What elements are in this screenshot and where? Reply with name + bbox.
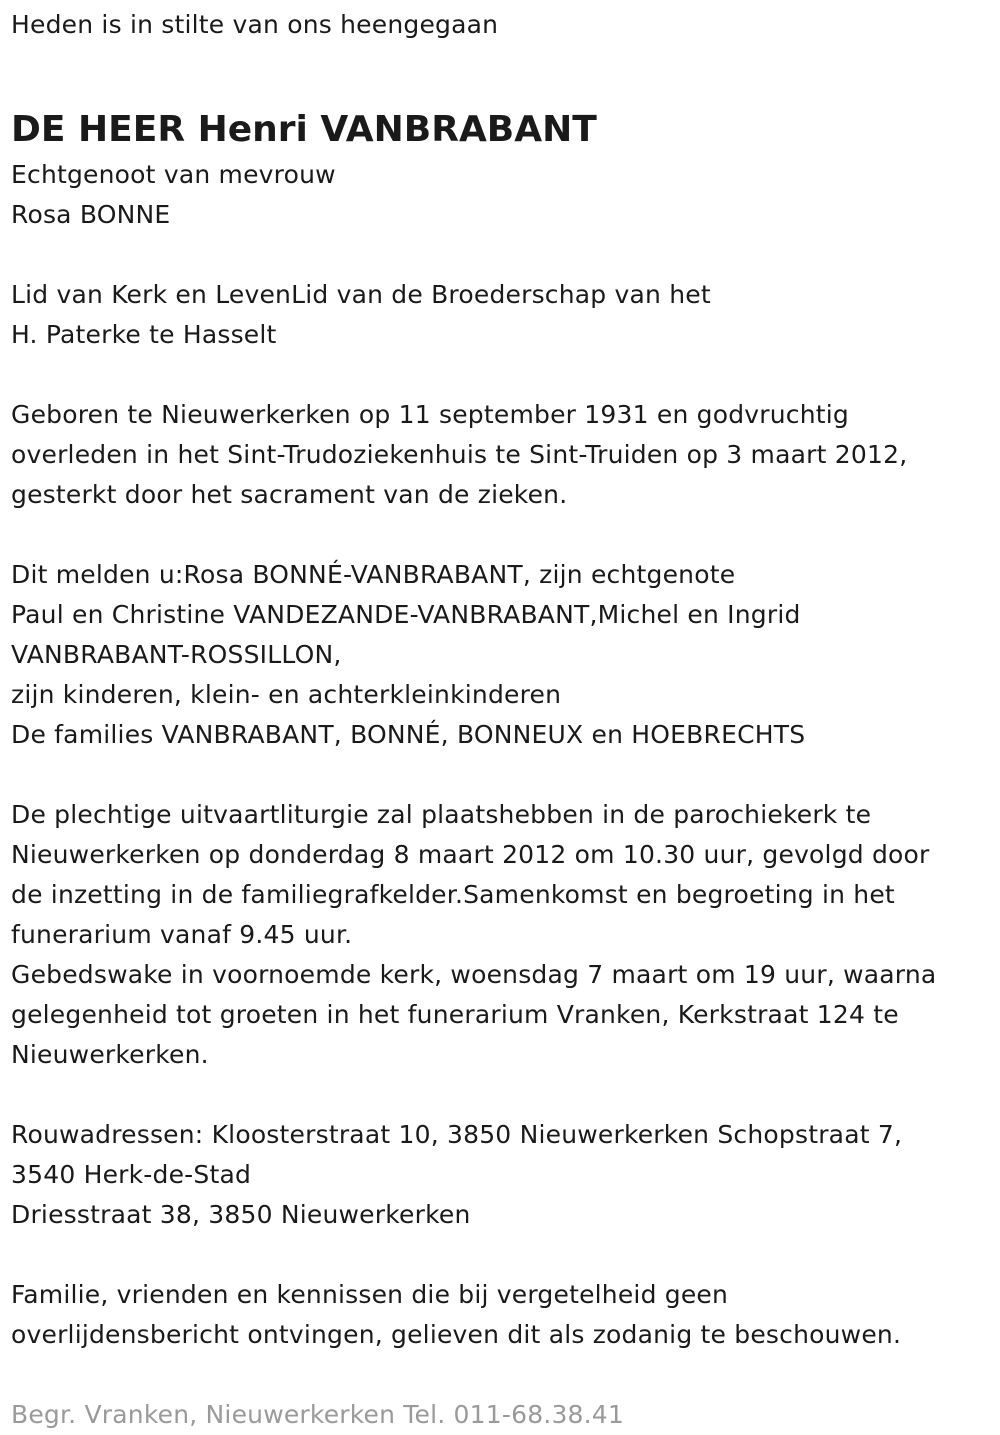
funeral-line: Nieuwerkerken. (11, 1040, 209, 1069)
announcer-line: De families VANBRABANT, BONNÉ, BONNEUX en HOEBRECHTS (11, 720, 806, 749)
funeral-line: Gebedswake in voornoemde kerk, woensdag 7 maart om 19 uur, waarna (11, 960, 937, 989)
spouse-line: Rosa BONNE (11, 200, 171, 229)
birth-death-line: overleden in het Sint-Trudoziekenhuis te Sint-Truiden op 3 maart 2012, (11, 440, 908, 469)
funeral-line: gelegenheid tot groeten in het funerarium Vranken, Kerkstraat 124 te (11, 1000, 899, 1029)
address-line: 3540 Herk-de-Stad (11, 1160, 252, 1189)
funeral-block (11, 795, 991, 1075)
address-line: Driesstraat 38, 3850 Nieuwerkerken (11, 1200, 471, 1229)
announcer-line: zijn kinderen, klein- en achterkleinkinderen (11, 680, 562, 709)
notice-line: Familie, vrienden en kennissen die bij vergetelheid geen (11, 1280, 729, 1309)
footer-block (11, 1395, 991, 1435)
notice-block (11, 1275, 991, 1355)
announcer-line: Paul en Christine VANDEZANDE-VANBRABANT,Michel en Ingrid (11, 600, 801, 629)
memberships-block (11, 275, 991, 355)
funeral-line: funerarium vanaf 9.45 uur. (11, 920, 353, 949)
spouse-block (11, 155, 991, 235)
membership-line: Lid van Kerk en LevenLid van de Broederschap van het (11, 280, 711, 309)
birth-death-line: Geboren te Nieuwerkerken op 11 september 1931 en godvruchtig (11, 400, 849, 429)
funeral-home-footer: Begr. Vranken, Nieuwerkerken Tel. 011-68.38.41 (11, 1400, 625, 1429)
spouse-line: Echtgenoot van mevrouw (11, 160, 336, 189)
notice-line: overlijdensbericht ontvingen, gelieven dit als zodanig te beschouwen. (11, 1320, 902, 1349)
announcer-line: VANBRABANT-ROSSILLON, (11, 640, 342, 669)
funeral-line: Nieuwerkerken op donderdag 8 maart 2012 om 10.30 uur, gevolgd door (11, 840, 930, 869)
obituary-document (11, 0, 991, 1435)
birth-death-line: gesterkt door het sacrament van de zieken. (11, 480, 568, 509)
funeral-line: de inzetting in de familiegrafkelder.Samenkomst en begroeting in het (11, 880, 895, 909)
address-line: Rouwadressen: Kloosterstraat 10, 3850 Nieuwerkerken Schopstraat 7, (11, 1120, 903, 1149)
addresses-block (11, 1115, 991, 1235)
announcers-block (11, 555, 991, 755)
intro-line: Heden is in stilte van ons heengegaan (11, 10, 499, 39)
membership-line: H. Paterke te Hasselt (11, 320, 277, 349)
announcer-line: Dit melden u:Rosa BONNÉ-VANBRABANT, zijn echtgenote (11, 560, 736, 589)
birth-death-block (11, 395, 991, 515)
deceased-name: DE HEER Henri VANBRABANT (11, 109, 597, 150)
funeral-line: De plechtige uitvaartliturgie zal plaatshebben in de parochiekerk te (11, 800, 872, 829)
